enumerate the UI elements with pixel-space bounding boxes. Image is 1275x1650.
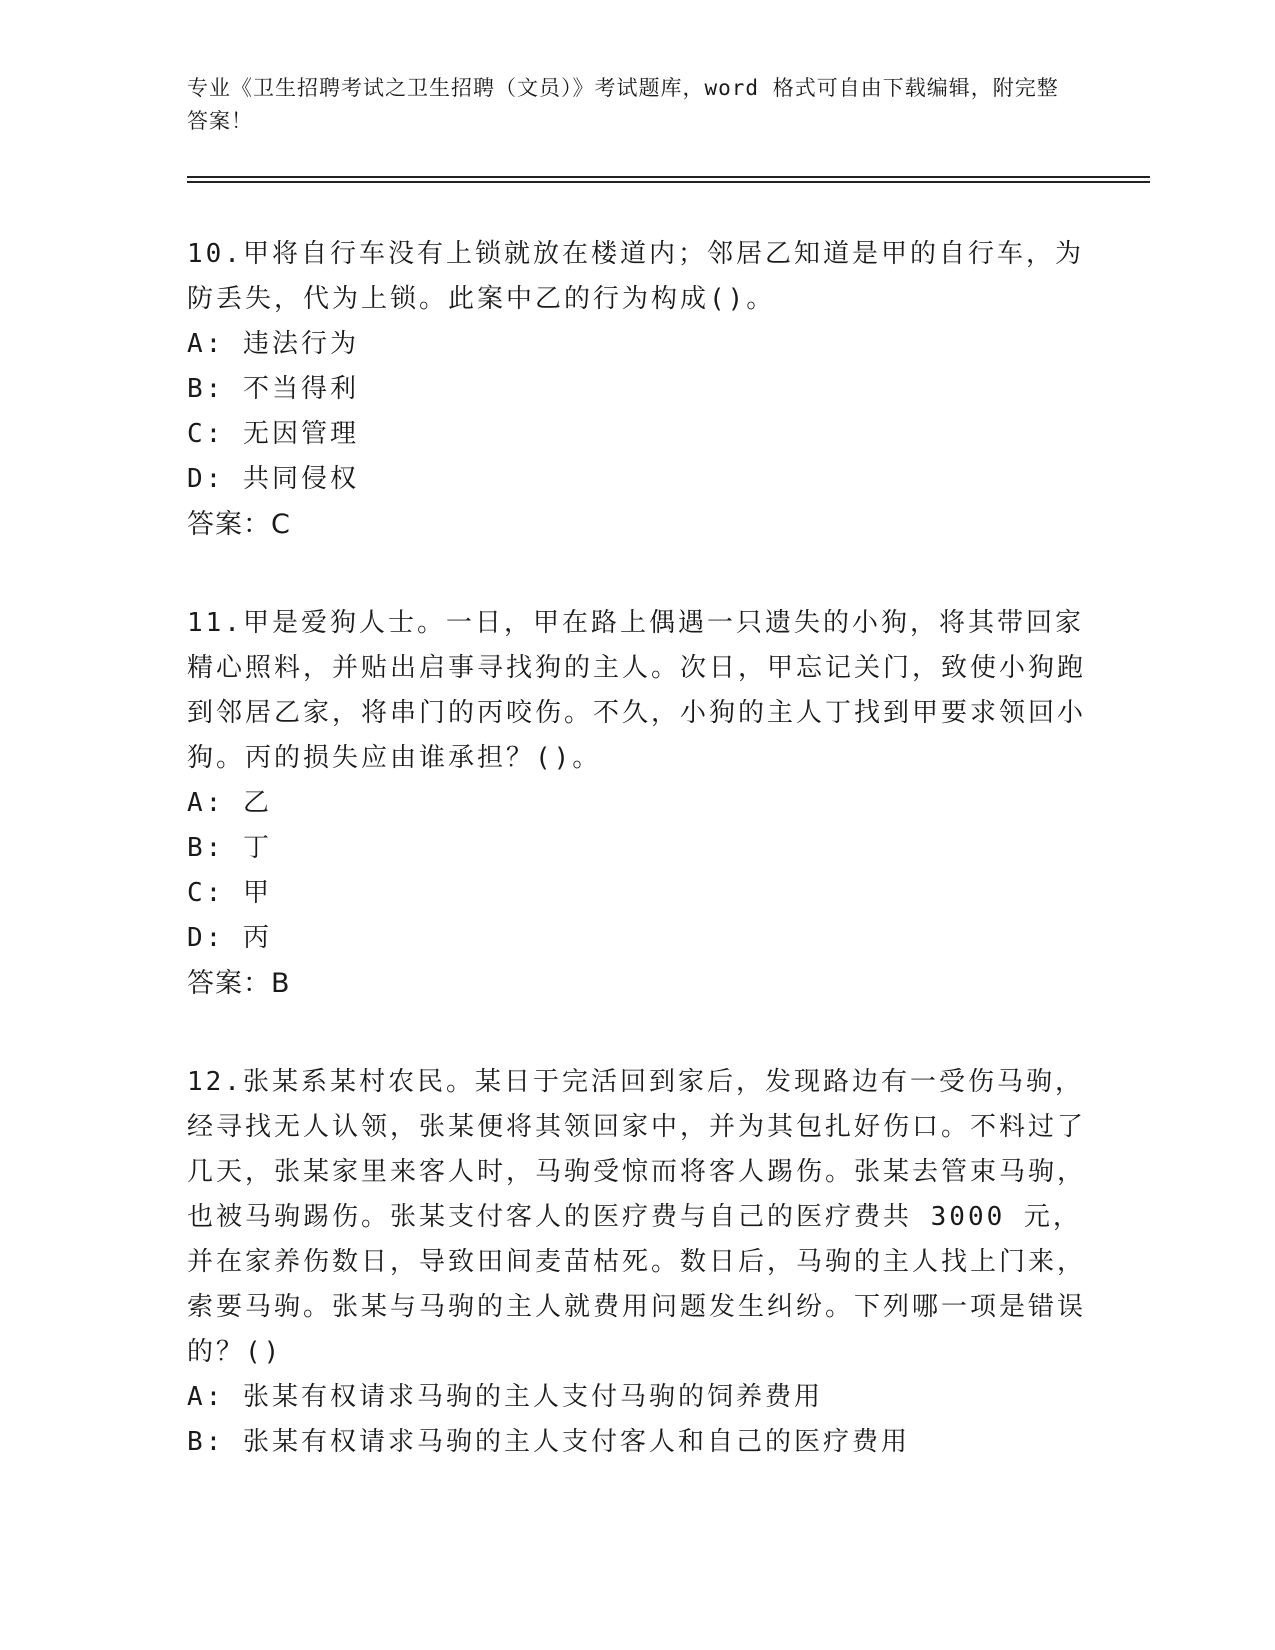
question-text: 10.甲将自行车没有上锁就放在楼道内；邻居乙知道是甲的自行车，为防丢失，代为上锁。此案中乙的行为构成()。 bbox=[187, 239, 1084, 314]
question-text: 11.甲是爱狗人士。一日，甲在路上偶遇一只遗失的小狗，将其带回家精心照料，并贴出启事寻找狗的主人。次日，甲忘记关门，致使小狗跑到邻居乙家，将串门的丙咬伤。不久，小狗的主人丁找到甲要求领回小狗。丙的损失应由谁承担？()。 bbox=[187, 608, 1087, 773]
option-a: A: 乙 bbox=[187, 788, 272, 818]
option-c: C: 甲 bbox=[187, 878, 272, 908]
option-b: B: 张某有权请求马驹的主人支付客人和自己的医疗费用 bbox=[187, 1427, 910, 1457]
header-divider-bottom bbox=[187, 181, 1150, 183]
option-a: A: 张某有权请求马驹的主人支付马驹的饲养费用 bbox=[187, 1382, 823, 1412]
option-a: A: 违法行为 bbox=[187, 329, 359, 359]
option-c: C: 无因管理 bbox=[187, 419, 359, 449]
answer-label: 答案：B bbox=[187, 968, 291, 999]
answer-label: 答案：C bbox=[187, 509, 291, 540]
question-list bbox=[187, 232, 1087, 1519]
question-12 bbox=[187, 1060, 1087, 1465]
option-d: D: 丙 bbox=[187, 923, 272, 953]
option-b: B: 不当得利 bbox=[187, 374, 359, 404]
question-text: 12.张某系某村农民。某日于完活回到家后，发现路边有一受伤马驹，经寻找无人认领，张某便将其领回家中，并为其包扎好伤口。不料过了几天，张某家里来客人时，马驹受惊而将客人踢伤。张某去管束马驹，也被马驹踢伤。张某支付客人的医疗费与自己的医疗费共 3000 元，并在家养伤数日，导致田间麦苗枯死。数日后，马驹的主人找上门来，索要马驹。张某与马驹的主人就费用问题发生纠纷。下列哪一项是错误的？() bbox=[187, 1067, 1087, 1367]
question-11 bbox=[187, 601, 1087, 1006]
question-10 bbox=[187, 232, 1087, 547]
option-d: D: 共同侵权 bbox=[187, 464, 359, 494]
header-divider-top bbox=[187, 176, 1150, 178]
option-b: B: 丁 bbox=[187, 833, 272, 863]
document-header: 专业《卫生招聘考试之卫生招聘（文员）》考试题库，word 格式可自由下载编辑，附完整答案！ bbox=[187, 76, 1059, 133]
